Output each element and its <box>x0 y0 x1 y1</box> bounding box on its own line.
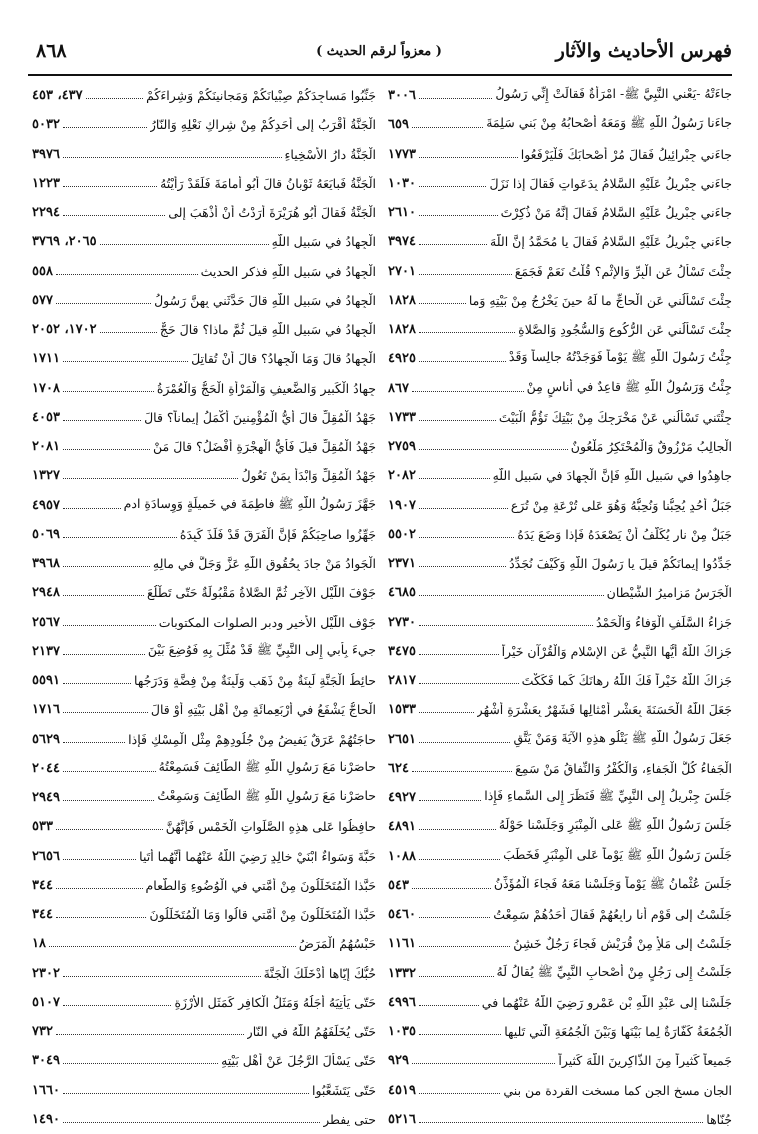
index-entry <box>388 871 732 900</box>
entry-reference: ٦٢٤ <box>388 760 409 776</box>
dot-leader <box>63 127 147 128</box>
dot-leader <box>56 829 163 830</box>
index-entry <box>32 81 376 110</box>
entry-text: حَتّى يُخَلِّفَهُمُ اللّهُ في النّارِ <box>246 1024 376 1040</box>
entry-reference: ١١٦١ <box>388 936 416 952</box>
index-entry <box>32 374 376 403</box>
entry-text: حُبُّكَ إِيّاها أَدْخَلَكَ الْجَنَّةَ <box>263 965 376 981</box>
index-entry <box>388 900 732 929</box>
dot-leader <box>63 1005 172 1006</box>
index-entry <box>388 198 732 227</box>
entry-text: حاجَتُهُمْ عَرَقٌ يَفيضُ مِنْ جُلُودِهِمْ مِثْلِ الْمِسْكِ فَإِذا <box>128 731 376 747</box>
index-entry <box>32 257 376 286</box>
entry-text: الْجِهادُ في سَبيلِ اللّهِ <box>271 234 376 250</box>
entry-text: جَوْفَ اللَّيْلِ الآخِرِ ثُمَّ الصَّلاةُ مَقْبُولَةٌ حَتّى تَطْلُعَ <box>147 585 376 601</box>
entry-text: جاهِدُوا في سَبيلِ اللّهِ فَإِنَّ الْجِهادَ في سَبيلِ اللّهِ <box>492 468 732 484</box>
entry-reference: ٤٩٢٥ <box>388 351 416 367</box>
index-entry <box>32 1017 376 1046</box>
entry-reference: ٣٠٠٦ <box>388 88 416 104</box>
index-entry <box>388 227 732 256</box>
index-entry <box>32 783 376 812</box>
dot-leader <box>419 215 498 216</box>
dot-leader <box>419 1122 703 1123</box>
index-entry <box>32 549 376 578</box>
entry-text: جَعَلَ رَسُولُ اللّهِ ﷺ يَتْلُو هذِهِ الآيَةَ وَمَنْ يَتَّقِ <box>513 729 732 745</box>
dot-leader <box>412 127 483 128</box>
entry-reference: ٤٨٩١ <box>388 819 416 835</box>
entry-reference: ٥١٠٧ <box>32 994 60 1010</box>
index-entry <box>388 725 732 754</box>
entry-reference: ٤٩٩٦ <box>388 994 416 1010</box>
index-entry <box>388 257 732 286</box>
dot-leader <box>63 654 145 655</box>
index-entry <box>388 1017 732 1046</box>
entry-reference: ١٧١١ <box>32 351 60 367</box>
dot-leader <box>63 420 141 421</box>
entry-reference: ٤٥١٩ <box>388 1082 416 1098</box>
entry-reference: ١٦٦٠ <box>32 1082 60 1098</box>
dot-leader <box>419 683 519 684</box>
index-entry <box>32 315 376 344</box>
index-entry <box>32 578 376 607</box>
index-entry <box>388 286 732 315</box>
dot-leader <box>63 595 144 596</box>
entry-text: الْجَرَسُ مَزاميرُ الشَّيْطانِ <box>606 585 732 601</box>
dot-leader <box>419 800 481 801</box>
index-entry <box>32 754 376 783</box>
entry-reference: ٢٣٧١ <box>388 556 416 572</box>
entry-reference: ٢٢٩٤ <box>32 205 60 221</box>
entry-text: جاءَني جِبْريلُ عَلَيْهِ السَّلامُ فَقالَ يا مُحَمَّدُ إِنَّ اللّهَ <box>490 234 732 250</box>
entry-reference: ٧٣٢ <box>32 1024 53 1040</box>
entry-text: الْجَوادُ مَنْ جادَ بِحُقُوقِ اللّهِ عَزَّ وَجَلَّ في مالِهِ <box>152 556 376 572</box>
dot-leader <box>419 332 515 333</box>
index-entry <box>32 198 376 227</box>
entry-text: حائِطُ الْجَنَّةِ لَبِنَةٌ مِنْ ذَهَبٍ وَلَبِنَةٌ مِنْ فِضَّةٍ وَدَرَجُها <box>134 673 376 689</box>
dot-leader <box>419 625 593 626</box>
entry-reference: ٤٩٢٧ <box>388 790 416 806</box>
index-entry <box>388 432 732 461</box>
index-entry <box>388 1046 732 1075</box>
entry-reference: ٨٦٧ <box>388 380 409 396</box>
entry-text: جَلَسْتُ إِلى قَوْمٍ أَنا رابِعُهُمْ فَقالَ أَحَدُهُمْ سَمِعْتُ <box>493 907 732 923</box>
index-entry <box>388 959 732 988</box>
entry-reference: ٥٥٩١ <box>32 673 60 689</box>
dot-leader <box>419 186 487 187</box>
right-column <box>388 81 732 1134</box>
entry-reference: ١٧٧٣ <box>388 146 416 162</box>
dot-leader <box>56 917 147 918</box>
entry-text: حَبَّذا الْمُتَخَلِّلُونَ مِنْ أُمَّتي في الْوُضُوءِ وَالطَّعامِ <box>145 877 376 893</box>
index-entry <box>32 988 376 1017</box>
entry-text: الْجُمُعَةُ كَفّارَةٌ لِما بَيْنَها وَبَيْنَ الْجُمُعَةِ الَّتي تَليها <box>504 1024 732 1040</box>
entry-reference: ٦٥٩ <box>388 117 409 133</box>
index-entry <box>32 695 376 724</box>
header-rule <box>28 74 732 76</box>
entry-text: الْجِهادُ قالَ وَمَا الْجِهادُ؟ قالَ أَنْ تُقاتِلَ <box>191 351 376 367</box>
entry-text: جَزاءُ السَّلَفِ الْوَفاءُ وَالْحَمْدُ <box>596 614 732 630</box>
dot-leader <box>419 829 496 830</box>
entry-reference: ٢٠٨١ <box>32 439 60 455</box>
entry-text: جِئْتَني تَسْأَلُني عَنْ مَخْرَجِكَ مِنْ بَيْتِكَ تَؤُمُّ الْبَيْتَ <box>498 409 732 425</box>
entry-reference: ٤٦٨٥ <box>388 585 416 601</box>
entry-text: جاءَتْهُ -يَعْني النَّبِيَّ ﷺ- امْرَأَةٌ فَقالَتْ إِنِّي رَسُولُ <box>495 86 732 102</box>
entry-reference: ٣٩٧٤ <box>388 234 416 250</box>
index-entry <box>388 695 732 724</box>
index-entry <box>388 344 732 373</box>
entry-reference: ٢٠٤٤ <box>32 760 60 776</box>
dot-leader <box>419 595 604 596</box>
entry-reference: ١٠٨٨ <box>388 848 416 864</box>
index-entry <box>388 140 732 169</box>
entry-reference: ١٥٣٣ <box>388 702 416 718</box>
dot-leader <box>63 859 136 860</box>
entry-reference: ٥٤٣ <box>388 877 409 893</box>
entry-text: الْجَنَّةُ دارُ الأَسْخِياءِ <box>284 146 376 162</box>
entry-reference: ٢٦٥٦ <box>32 848 60 864</box>
entry-text: الْجِهادُ في سَبيلِ اللّهِ قالَ حَدَّثَني بِهِنَّ رَسُولُ <box>154 292 376 308</box>
entry-text: حَبَّذا الْمُتَخَلِّلُونَ مِنْ أُمَّتي قالُوا وَمَا الْمُتَخَلِّلُونَ <box>149 907 376 923</box>
entry-text: جاءَنا رَسُولُ اللّهِ ﷺ وَمَعَهُ أَصْحابُهُ مِنْ بَني سَلِمَةَ <box>486 115 732 131</box>
dot-leader <box>419 478 490 479</box>
dot-leader <box>56 1034 244 1035</box>
index-entry <box>388 842 732 871</box>
index-entry <box>32 812 376 841</box>
dot-leader <box>63 391 154 392</box>
index-entry <box>32 140 376 169</box>
entry-reference: ٢٦١٠ <box>388 205 416 221</box>
entry-reference: ٢٩٤٩ <box>32 790 60 806</box>
entry-text: جِئْتُ وَرَسُولُ اللّهِ ﷺ قاعِدٌ في أُناسٍ مِنْ <box>526 378 732 394</box>
entry-text: جَهَّزَ رَسُولُ اللّهِ ﷺ فاطِمَةَ في خَميلَةٍ وَوِسادَةِ ادم <box>123 495 376 511</box>
entry-text: جَلَسَ جِبْريلُ إِلى النَّبِيِّ ﷺ فَنَظَرَ إِلى السَّماءِ فَإِذا <box>484 788 732 804</box>
entry-text: جَلَسَ رَسُولُ اللّهِ ﷺ يَوْماً عَلى الْمِنْبَرِ فَخَطَبَ <box>503 846 732 862</box>
dot-leader <box>63 742 125 743</box>
index-entry <box>32 110 376 139</box>
dot-leader <box>419 1034 501 1035</box>
dot-leader <box>63 712 148 713</box>
dot-leader <box>419 537 514 538</box>
entry-text: الْجالِبُ مَرْزُوقٌ وَالْمُحْتَكِرُ مَلْعُونٌ <box>570 439 732 455</box>
dot-leader <box>63 186 157 187</box>
entry-reference: ١٣٣٢ <box>388 965 416 981</box>
index-entry <box>32 491 376 520</box>
dot-leader <box>419 449 568 450</box>
dot-leader <box>419 420 496 421</box>
entry-reference: ١٠٣٥ <box>388 1024 416 1040</box>
entry-reference: ٥٠٦٩ <box>32 526 60 542</box>
entry-text: جِئْتُ رَسُولَ اللّهِ ﷺ يَوْماً فَوَجَدْتُهُ جالِساً وَقَدْ <box>508 349 732 365</box>
entry-reference: ٣٤٧٥ <box>388 643 416 659</box>
entry-reference: ٢٣٠٢ <box>32 965 60 981</box>
dot-leader <box>419 98 492 99</box>
dot-leader <box>419 566 506 567</box>
entry-reference: ١٠٣٠ <box>388 175 416 191</box>
index-entry <box>32 344 376 373</box>
dot-leader <box>63 478 239 479</box>
entry-reference: ٩٢٩ <box>388 1053 409 1069</box>
entry-reference: ٥٤٦٠ <box>388 907 416 923</box>
entry-text: جِهادُ الْكَبيرِ وَالضَّعيفِ وَالْمَرْأَةِ الْحَجُّ وَالْعُمْرَةُ <box>156 380 376 396</box>
entry-text: الْجِهادُ في سَبيلِ اللّهِ فذكر الحديث <box>200 263 376 279</box>
entry-reference: ٢٧٣٠ <box>388 614 416 630</box>
entry-text: جَعَلَ اللّهُ الْحَسَنَةَ بِعَشْرِ أَمْثالِها فَشَهْرٌ بِعَشْرَةِ أَشْهُرٍ <box>476 702 732 718</box>
entry-reference: ٣٠٤٩ <box>32 1053 60 1069</box>
index-entry <box>388 549 732 578</box>
entry-reference: ١٣٢٧ <box>32 468 60 484</box>
entry-text: جَلَسْنا إِلى عَبْدِ اللّهِ بْنِ عَمْرٍو رَضِيَ اللّهُ عَنْهُما في <box>481 994 732 1010</box>
entry-reference: ٣٩٧٦ <box>32 146 60 162</box>
dot-leader <box>63 1122 320 1123</box>
page-number: ٨٦٨ <box>36 40 67 62</box>
index-entry <box>388 929 732 958</box>
entry-reference: ٢٠٨٢ <box>388 468 416 484</box>
entry-text: جَهْدُ الْمُقِلِّ وَابْدَأْ بِمَنْ تَعُولُ <box>241 468 376 484</box>
dot-leader <box>412 1063 555 1064</box>
entry-text: جَهْدُ الْمُقِلِّ قيلَ فَأَيُّ الْهِجْرَةِ أَفْضَلُ؟ قالَ مَنْ <box>153 439 376 455</box>
index-entry <box>32 1105 376 1134</box>
index-entry <box>32 432 376 461</box>
entry-text: الجان مسخ الجن كما مسخت القردة من بني <box>503 1082 732 1098</box>
dot-leader <box>419 976 494 977</box>
index-entry <box>32 461 376 490</box>
index-entry <box>32 608 376 637</box>
dot-leader <box>86 98 144 99</box>
dot-leader <box>419 1005 479 1006</box>
entry-text: جَلَسْتُ إِلى رَجُلٍ مِنْ أَصْحابِ النَّبِيِّ ﷺ يُقالُ لَهُ <box>496 963 732 979</box>
entry-text: جَميعاً كَثيراً مِنَ الذّاكِرينَ اللّهَ كَثيراً <box>558 1053 732 1069</box>
entry-reference: ٣٤٤ <box>32 907 53 923</box>
entry-reference: ١٧٠٢، ٢٠٥٢ <box>32 322 97 338</box>
entry-reference: ٢٠٦٥، ٣٧٦٩ <box>32 234 97 250</box>
page-subtitle: ( معزواً لرقم الحديث ) <box>316 44 442 59</box>
index-entry <box>32 842 376 871</box>
index-entry <box>32 637 376 666</box>
entry-text: جِئْتَ تَسْأَلُني عَنِ الْحاجِّ ما لَهُ حينَ يَخْرُجُ مِنْ بَيْتِهِ وَما <box>468 292 732 308</box>
entry-text: الْجَنَّةُ أَقْرَبُ إِلى أَحَدِكُمْ مِنْ شِراكِ نَعْلِهِ وَالنّارُ <box>149 117 376 133</box>
entry-text: جَزاكَ اللّهُ أَيُّها النَّبِيُّ عَنِ الإِسْلامِ وَالْقُرْآنِ خَيْراً <box>501 643 732 659</box>
dot-leader <box>63 625 156 626</box>
index-entry <box>388 169 732 198</box>
entry-reference: ٤٩٥٧ <box>32 497 60 513</box>
dot-leader <box>49 946 296 947</box>
entry-reference: ٣٩٦٨ <box>32 556 60 572</box>
entry-text: جيءَ بِأَبي إِلى النَّبِيِّ ﷺ قَدْ مُثِّلَ بِهِ فَوُضِعَ بَيْنَ <box>147 641 376 657</box>
dot-leader <box>63 771 156 772</box>
entry-text: جَدِّدُوا إيمانَكُمْ قيلَ يا رَسُولَ اللّهِ وَكَيْفَ نُجَدِّدُ <box>509 556 732 572</box>
index-entry <box>388 637 732 666</box>
entry-reference: ٥٢١٦ <box>388 1111 416 1127</box>
entry-text: جاءَني جِبْريلُ عَلَيْهِ السَّلامُ فَقالَ إِنَّهُ مَنْ ذُكِرْتَ <box>500 205 732 221</box>
entry-text: حاصَرْنا مَعَ رَسُولِ اللّهِ ﷺ الطّائِفَ وَسَمِعْتُ <box>157 788 376 804</box>
left-column <box>32 81 376 1134</box>
entry-reference: ٥٧٧ <box>32 292 53 308</box>
dot-leader <box>100 244 269 245</box>
entry-text: الْجَنَّةُ فَقالَ أَبُو هُرَيْرَةَ أَرَدْتُ أَنْ أَذْهَبَ إِلى <box>168 205 376 221</box>
entry-reference: ٢٨١٧ <box>388 673 416 689</box>
entry-text: الْجَفاءُ كُلُّ الْجَفاءِ، وَالْكُفْرُ وَالنِّفاقُ مَنْ سَمِعَ <box>515 760 732 776</box>
index-entry <box>388 666 732 695</box>
entry-reference: ١٨٢٨ <box>388 322 416 338</box>
index-entry <box>388 988 732 1017</box>
dot-leader <box>56 303 151 304</box>
entry-reference: ٢٥٦٧ <box>32 614 60 630</box>
dot-leader <box>419 917 490 918</box>
index-entry <box>32 900 376 929</box>
entry-reference: ٥٥٠٢ <box>388 526 416 542</box>
dot-leader <box>63 976 261 977</box>
entry-text: حافِظُوا عَلى هذِهِ الصَّلَواتِ الْخَمْسِ فَإِنَّهُنَّ <box>165 819 376 835</box>
dot-leader <box>56 274 198 275</box>
entry-text: حتى يفطر <box>323 1111 376 1127</box>
index-entry <box>388 491 732 520</box>
entry-text: حَتّى يَسْأَلَ الرَّجُلَ عَنْ أَهْلِ بَيْتِهِ <box>221 1053 376 1069</box>
entry-reference: ٣٤٤ <box>32 877 53 893</box>
dot-leader <box>419 712 474 713</box>
dot-leader <box>419 742 511 743</box>
entry-text: حَتّى يَتَشَعَّبُوا <box>311 1082 376 1098</box>
entry-text: جَنِّبُوا مَساجِدَكُمْ صِبْيانَكُمْ وَمَجانينَكُمْ وَشِراءَكُمْ <box>146 88 376 104</box>
index-entry <box>388 608 732 637</box>
index-entry <box>32 227 376 256</box>
index-entry <box>32 1076 376 1105</box>
entry-reference: ٤٠٥٣ <box>32 409 60 425</box>
entry-reference: ٢٩٤٨ <box>32 585 60 601</box>
entry-reference: ٥٠٣٢ <box>32 117 60 133</box>
index-entry <box>388 783 732 812</box>
dot-leader <box>412 888 491 889</box>
index-entry <box>32 1046 376 1075</box>
dot-leader <box>100 332 157 333</box>
entry-reference: ١٧٣٣ <box>388 409 416 425</box>
dot-leader <box>63 1063 218 1064</box>
index-entry <box>388 110 732 139</box>
entry-reference: ١٨٢٨ <box>388 292 416 308</box>
entry-reference: ١٤٩٠ <box>32 1111 60 1127</box>
page-title: فهرس الأحاديث والآثار <box>555 40 732 62</box>
index-entry <box>32 959 376 988</box>
index-entry <box>388 315 732 344</box>
dot-leader <box>412 391 524 392</box>
entry-text: جَبَلُ أُحُدٍ يُحِبُّنا وَنُحِبُّهُ وَهُوَ عَلى تُرْعَةٍ مِنْ تُرَعِ <box>510 497 732 513</box>
entry-reference: ٤٣٧، ٤٥٣ <box>32 88 83 104</box>
index-entry <box>32 286 376 315</box>
dot-leader <box>63 537 177 538</box>
entry-text: الْحاجُّ يَشْفَعُ في أَرْبَعِمائَةٍ مِنْ أَهْلِ بَيْتِهِ أَوْ قالَ <box>150 702 376 718</box>
dot-leader <box>419 157 518 158</box>
index-entry <box>32 403 376 432</box>
entry-reference: ١٩٠٧ <box>388 497 416 513</box>
index-entry <box>388 578 732 607</box>
entry-text: حَبَّةَ وَسَواءٌ ابْنَيْ خالِدٍ رَضِيَ اللّهُ عَنْهُما أَنَّهُما أَتَيا <box>139 848 376 864</box>
entry-text: جِئْتَ تَسْأَلُ عَنِ الْبِرِّ وَالإِثْمِ؟ قُلْتُ نَعَمْ فَجَمَعَ <box>514 263 732 279</box>
index-entry <box>32 929 376 958</box>
entry-text: جَلَسْتُ إِلى مَلأٍ مِنْ قُرَيْشٍ فَجاءَ رَجُلٌ خَشِنُ <box>513 936 732 952</box>
entry-reference: ٢١٣٧ <box>32 643 60 659</box>
dot-leader <box>63 215 165 216</box>
entry-text: جَوْف اللَّيْلِ الأخير ودبر الصلوات المكتوبات <box>158 614 376 630</box>
entry-text: حَبْسُهُمُ الْمَرَضُ <box>298 936 376 952</box>
entry-text: الْجَنَّةُ فَبايَعَهُ ثَوْبانُ قالَ أَبُو أُمامَةَ فَلَقَدْ رَأَيْتُهُ <box>160 175 376 191</box>
entry-text: جُنّاها <box>706 1111 732 1127</box>
dot-leader <box>419 274 512 275</box>
entry-reference: ٢٧٠١ <box>388 263 416 279</box>
index-entry <box>32 520 376 549</box>
dot-leader <box>419 654 499 655</box>
dot-leader <box>63 800 154 801</box>
dot-leader <box>419 859 500 860</box>
entry-text: الْجِهادُ في سَبيلِ اللّهِ قيلَ ثُمَّ ماذا؟ قالَ حَجٌّ <box>159 322 376 338</box>
entry-text: حاصَرْنا مَعَ رَسُولِ اللّهِ ﷺ الطّائِفَ فَسَمِعْتُهُ <box>158 758 376 774</box>
entry-text: جَهِّزُوا صاحِبَكُمْ فَإِنَّ الْفَرَقَ قَدْ فَلَذَ كَبِدَهُ <box>179 526 376 542</box>
dot-leader <box>419 303 466 304</box>
entry-text: جَبَلٌ مِنْ نارٍ يُكَلَّفُ أَنْ يَصْعَدَهُ فَإِذا وَضَعَ يَدَهُ <box>517 526 732 542</box>
dot-leader <box>412 771 512 772</box>
entry-text: حَتّى يَأْتِيَهُ أَجَلُهُ وَمَثَلُ الْكافِرِ كَمَثَلِ الأَرْزَةِ <box>174 994 376 1010</box>
dot-leader <box>419 244 487 245</box>
index-entry <box>388 403 732 432</box>
dot-leader <box>63 1093 309 1094</box>
index-entry <box>32 871 376 900</box>
entry-text: جَزاكَ اللّهُ خَيْراً فَكَ اللّهُ رِهانَكَ كَما فَكَكْتَ <box>521 673 732 689</box>
entry-reference: ١٧٠٨ <box>32 380 60 396</box>
dot-leader <box>63 508 121 509</box>
index-entry <box>388 754 732 783</box>
entry-text: جَهْدُ الْمُقِلِّ قالَ أَيُّ الْمُؤْمِنينَ أَكْمَلُ إيماناً؟ قالَ <box>144 409 376 425</box>
index-entry <box>32 666 376 695</box>
index-entry <box>388 812 732 841</box>
entry-reference: ١٨ <box>32 936 46 952</box>
index-entry <box>388 520 732 549</box>
index-entry <box>388 1076 732 1105</box>
index-entry <box>388 461 732 490</box>
entry-text: جِئْتَ تَسْأَلُني عَنِ الرُّكُوعِ وَالسُّجُودِ وَالصَّلاةِ <box>518 322 732 338</box>
entry-reference: ٢٦٥١ <box>388 731 416 747</box>
dot-leader <box>63 157 282 158</box>
dot-leader <box>63 449 150 450</box>
dot-leader <box>63 566 150 567</box>
entry-reference: ٥٦٢٩ <box>32 731 60 747</box>
dot-leader <box>419 508 508 509</box>
dot-leader <box>419 1093 500 1094</box>
index-entry <box>388 1105 732 1134</box>
index-entry <box>388 81 732 110</box>
dot-leader <box>63 683 131 684</box>
entry-reference: ١٢٢٣ <box>32 175 60 191</box>
entry-reference: ١٧١٦ <box>32 702 60 718</box>
entry-reference: ٥٣٣ <box>32 819 53 835</box>
index-entry <box>32 725 376 754</box>
dot-leader <box>56 888 143 889</box>
entry-reference: ٢٧٥٩ <box>388 439 416 455</box>
dot-leader <box>419 361 506 362</box>
entry-text: جَلَسَ رَسُولُ اللّهِ ﷺ عَلى الْمِنْبَرِ وَجَلَسْنا حَوْلَهُ <box>498 817 732 833</box>
entry-reference: ٥٥٨ <box>32 263 53 279</box>
entry-text: جاءَني جِبْرائِيلُ فَقالَ مُرْ أَصْحابَكَ فَلْيَرْفَعُوا <box>520 146 732 162</box>
entry-text: جَلَسَ عُثْمانُ ﷺ يَوْماً وَجَلَسْنا مَعَهُ فَجاءَ الْمُؤَذِّنُ <box>493 875 732 891</box>
index-entry <box>32 169 376 198</box>
dot-leader <box>419 946 510 947</box>
entry-text: جاءَني جِبْريلُ عَلَيْهِ السَّلامُ بِدَعَواتٍ فَقالَ إِذا نَزَلَ <box>489 175 732 191</box>
dot-leader <box>63 361 188 362</box>
index-entry <box>388 374 732 403</box>
